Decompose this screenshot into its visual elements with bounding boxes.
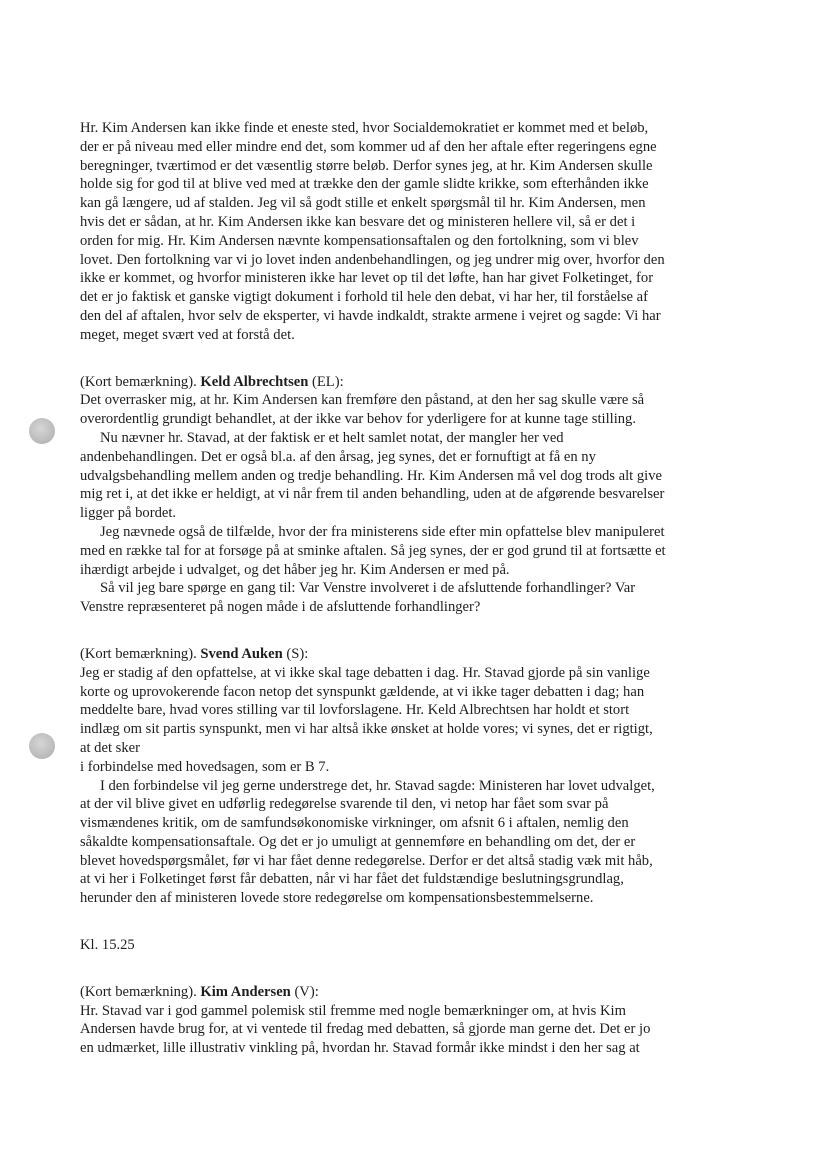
text-line: Hr. Kim Andersen kan ikke finde et eneste sted, hvor Socialdemokratiet er kommet med et beløb, [80, 120, 649, 136]
text-line: korte og uprovokerende facon netop det synspunkt gældende, at vi ikke tager debatten i dag; han [80, 683, 645, 700]
text-line: ligger på bordet. [80, 505, 177, 522]
section-svend-auken [80, 645, 762, 908]
speaker-heading [80, 983, 762, 1002]
text-line: beregninger, tværtimod er det væsentlig større beløb. Derfor synes jeg, at hr. Kim Andersen skulle [80, 157, 653, 174]
text-line: at det sker [80, 739, 140, 756]
punch-hole-top [29, 418, 55, 444]
text-line: at vi her i Folketinget først får debatten, når vi har fået det fuldstændige beslutningsgrundlag, [80, 871, 624, 888]
text-line: ikke er kommet, og hvorfor ministeren ikke har levet op til det løfte, han har givet Folketinget, for [80, 270, 654, 287]
speaker-name: Kim Andersen [200, 983, 291, 1000]
speaker-name: Svend Auken [200, 645, 283, 662]
remark-prefix: (Kort bemærkning). [80, 645, 201, 662]
text-line: meget, meget svært ved at forstå det. [80, 326, 295, 343]
text-line: Det overrasker mig, at hr. Kim Andersen kan fremføre den påstand, at den her sag skulle være så [80, 392, 645, 409]
text-line: såkaldte kompensationsaftale. Og det er jo umuligt at gennemføre en behandling om det, der er [80, 833, 636, 850]
text-line: Jeg nævnede også de tilfælde, hvor der fra ministerens side efter min opfattelse blev manipuleret [100, 523, 665, 540]
document-body [80, 119, 762, 1058]
text-line: Venstre repræsenteret på nogen måde i de afsluttende forhandlinger? [80, 599, 481, 616]
speaker-party: (S): [282, 645, 309, 662]
text-line: Andersen havde brug for, at vi ventede til fredag med debatten, så gjorde man gerne det. Det er jo [80, 1021, 651, 1038]
speaker-party: (V): [290, 983, 319, 1000]
text-line: herunder den af ministeren lovede store redegørelse om kompensationsbestemmelserne. [80, 890, 594, 907]
text-line: andenbehandlingen. Det er også bl.a. af den årsag, jeg synes, det er fornuftigt at få en ny [80, 448, 596, 465]
text-line: lovet. Den fortolkning var vi jo lovet inden andenbehandlingen, og jeg undrer mig over, hvorfor den [80, 251, 665, 268]
text-line: den del af aftalen, hvor selv de eksperter, vi havde indkaldt, strakte armene i vejret og sagde: Vi har [80, 307, 661, 324]
text-line: kan gå længere, ud af stalden. Jeg vil så godt stille et enkelt spørgsmål til hr. Kim Andersen, men [80, 195, 646, 212]
text-line: mig ret i, at det ikke er heldigt, at vi når frem til anden behandling, uden at de afgørende besvarelser [80, 486, 665, 503]
text-line: med en række tal for at forsøge på at sminke aftalen. Så jeg synes, der er god grund til at fortsætte et [80, 542, 666, 559]
text-line: overordentlig grundigt behandlet, at der ikke var behov for yderligere for at kunne tage stilling. [80, 411, 637, 428]
text-line: I den forbindelse vil jeg gerne understrege det, hr. Stavad sagde: Ministeren har lovet udvalget, [100, 777, 655, 794]
text-line: Nu nævner hr. Stavad, at der faktisk er et helt samlet notat, der mangler her ved [100, 429, 564, 446]
text-line: blevet hovedspørgsmålet, før vi har fået denne redegørelse. Derfor er det altså stadig væk mit håb, [80, 852, 653, 869]
text-line: der er på niveau med eller mindre end det, som kommer ud af den her aftale efter regeringens egne [80, 138, 657, 155]
time-stamp: Kl. 15.25 [80, 937, 135, 954]
text-line: indlæg om sit partis synspunkt, men vi har altså ikke ønsket at holde vores; vi synes, det er rigtigt, [80, 721, 653, 738]
speaker-heading [80, 373, 762, 392]
text-line: at der vil blive givet en udførlig redegørelse svarende til den, vi netop har fået som svar på [80, 796, 609, 813]
text-line: udvalgsbehandling mellem anden og tredje behandling. Hr. Kim Andersen må vel dog trods alt give [80, 467, 662, 484]
text-line: Så vil jeg bare spørge en gang til: Var Venstre involveret i de afsluttende forhandlinger? Var [100, 580, 636, 597]
text-line: hvis det er sådan, at hr. Kim Andersen ikke kan besvare det og ministeren hellere vil, så er det i [80, 213, 636, 230]
text-line: orden for mig. Hr. Kim Andersen nævnte kompensationsaftalen og den fortolkning, som vi blev [80, 232, 639, 249]
section-keld-albrechtsen [80, 373, 762, 617]
text-line: meddelte bare, hvad vores stilling var til lovforslagene. Hr. Keld Albrechtsen har holdt et stort [80, 702, 630, 719]
paragraph-1 [80, 119, 762, 345]
text-line: ihærdigt arbejde i udvalget, og det håber jeg hr. Kim Andersen er med på. [80, 561, 510, 578]
speaker-heading [80, 645, 762, 664]
text-line: holde sig for god til at blive ved med at trække den der gamle slidte krikke, som efterhånden ikke [80, 176, 649, 193]
remark-prefix: (Kort bemærkning). [80, 983, 201, 1000]
text-line: Hr. Stavad var i god gammel polemisk stil fremme med nogle bemærkninger om, at hvis Kim [80, 1002, 626, 1019]
text-line: det er jo faktisk et ganske vigtigt dokument i forhold til hele den debat, vi har her, til forståelse af [80, 289, 649, 306]
text-line: Jeg er stadig af den opfattelse, at vi ikke skal tage debatten i dag. Hr. Stavad gjorde på sin vanlige [80, 664, 650, 681]
text-line: i forbindelse med hovedsagen, som er B 7. [80, 758, 330, 775]
speaker-name: Keld Albrechtsen [200, 373, 309, 390]
speaker-party: (EL): [308, 373, 344, 390]
section-kim-andersen [80, 983, 762, 1058]
text-line: vismændenes kritik, om de samfundsøkonomiske virkninger, om afsnit 6 i aftalen, nemlig den [80, 815, 629, 832]
punch-hole-bottom [29, 733, 55, 759]
remark-prefix: (Kort bemærkning). [80, 373, 201, 390]
text-line: en udmærket, lille illustrativ vinkling på, hvordan hr. Stavad formår ikke mindst i den her sag at [80, 1040, 640, 1057]
